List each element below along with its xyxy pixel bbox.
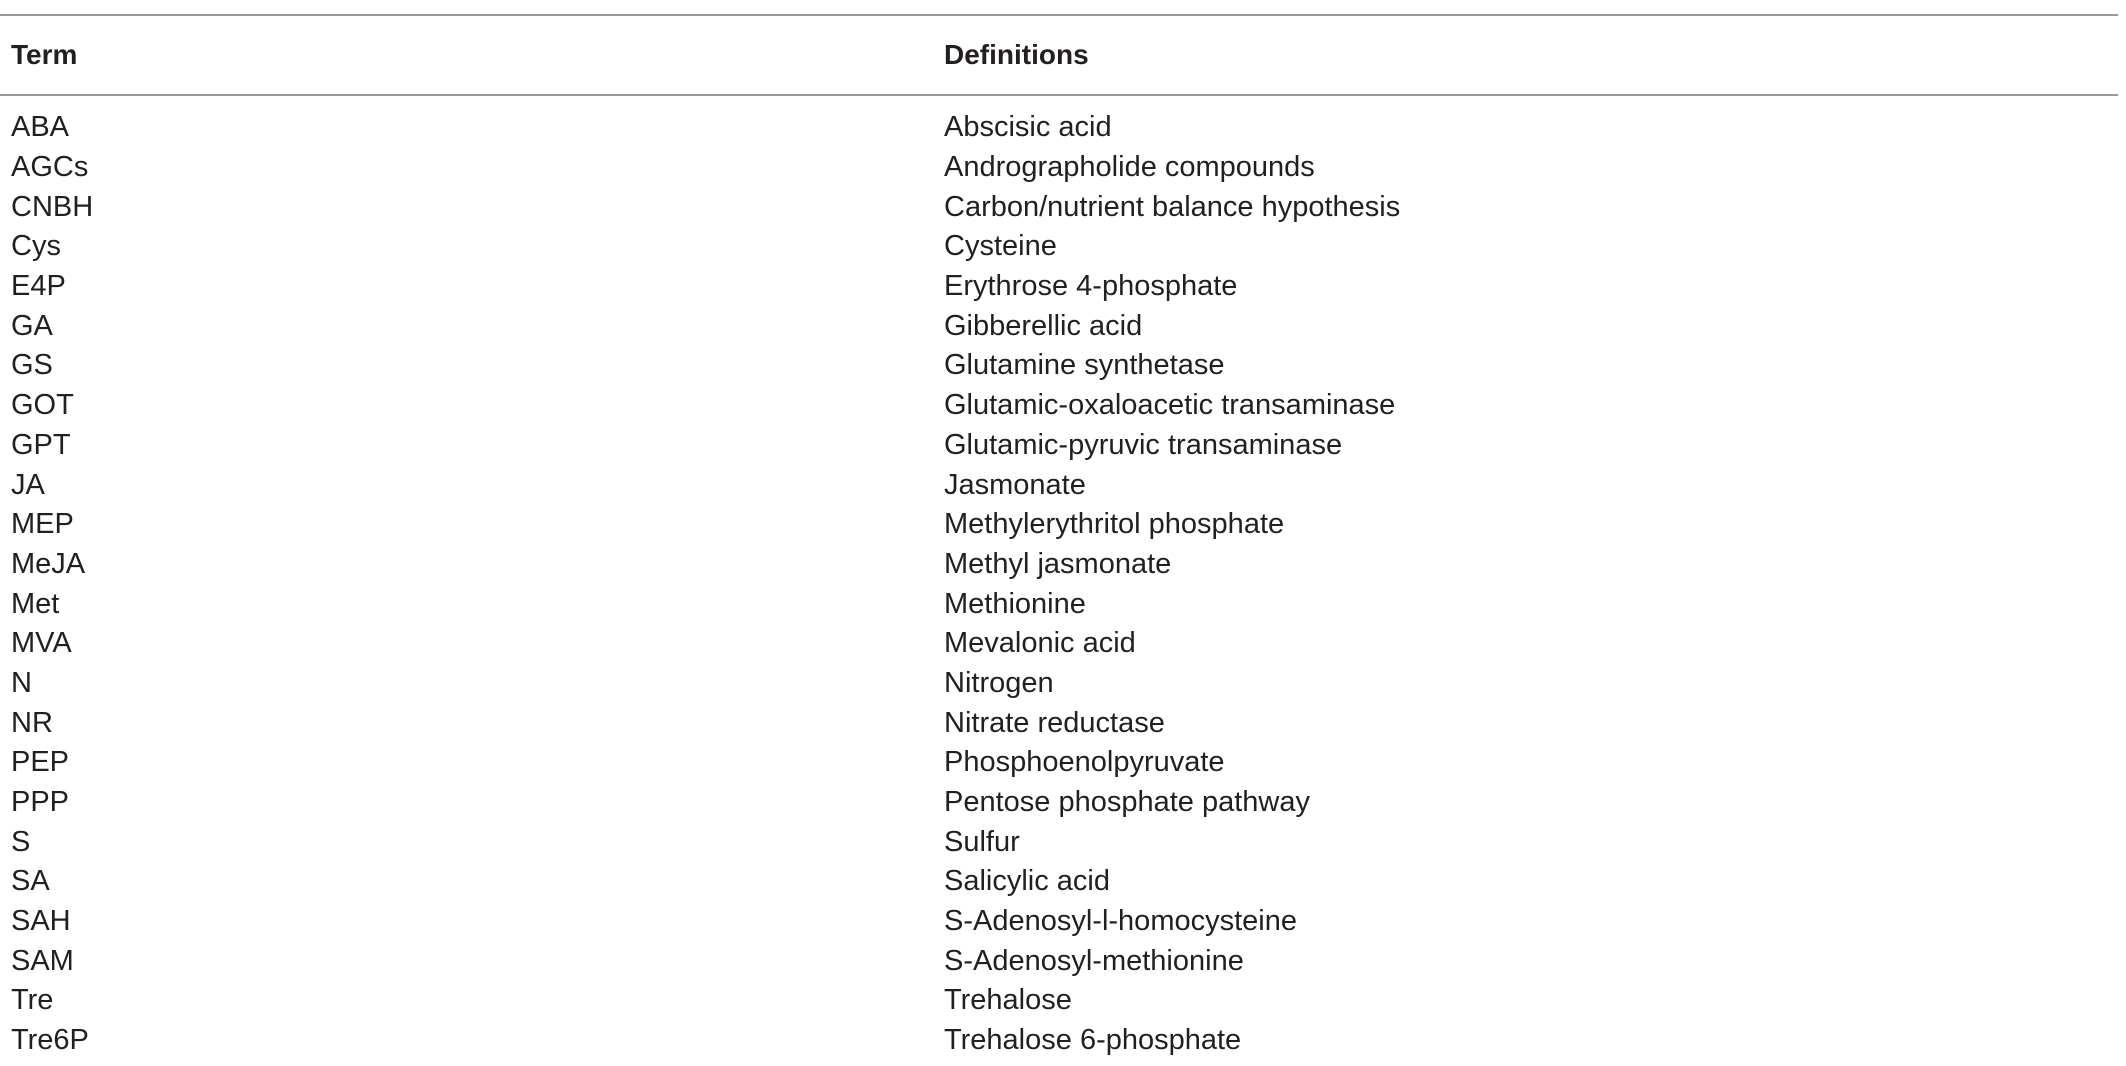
table-row xyxy=(0,743,2118,783)
term-cell: GA xyxy=(11,309,53,342)
table-row xyxy=(0,703,2118,743)
definition-cell: Methionine xyxy=(944,587,1086,620)
term-cell: CNBH xyxy=(11,190,94,223)
table-row xyxy=(0,505,2118,545)
term-cell: MeJA xyxy=(11,547,86,580)
definition-cell: Glutamic-pyruvic transaminase xyxy=(944,428,1343,461)
table-row xyxy=(0,941,2118,981)
definition-cell: Phosphoenolpyruvate xyxy=(944,746,1225,779)
table-body xyxy=(0,96,2118,1061)
definition-cell: Jasmonate xyxy=(944,468,1086,501)
definition-cell: Methyl jasmonate xyxy=(944,547,1172,580)
term-cell: N xyxy=(11,666,32,699)
term-cell: GOT xyxy=(11,389,74,422)
definition-cell: Glutamic-oxaloacetic transaminase xyxy=(944,389,1396,422)
definition-cell: Methylerythritol phosphate xyxy=(944,508,1285,541)
term-cell: SAH xyxy=(11,905,71,938)
header-term: Term xyxy=(11,39,78,70)
table-row xyxy=(0,783,2118,823)
table-row xyxy=(0,862,2118,902)
definition-cell: Glutamine synthetase xyxy=(944,349,1225,382)
definition-cell: Trehalose 6-phosphate xyxy=(944,1024,1242,1057)
definition-cell: Andrographolide compounds xyxy=(944,151,1315,184)
table-row xyxy=(0,267,2118,307)
table-row xyxy=(0,465,2118,505)
term-cell: MEP xyxy=(11,508,74,541)
table-row xyxy=(0,426,2118,466)
term-cell: PEP xyxy=(11,746,70,779)
table-row xyxy=(0,981,2118,1021)
definition-cell: Abscisic acid xyxy=(944,111,1112,144)
table-row xyxy=(0,227,2118,267)
term-cell: MVA xyxy=(11,627,72,660)
definition-cell: Gibberellic acid xyxy=(944,309,1143,342)
definition-cell: Nitrogen xyxy=(944,666,1054,699)
table-row xyxy=(0,306,2118,346)
definition-cell: Cysteine xyxy=(944,230,1057,263)
term-cell: JA xyxy=(11,468,45,501)
table-row xyxy=(0,584,2118,624)
term-cell: SA xyxy=(11,865,50,898)
table-row xyxy=(0,545,2118,585)
term-cell: NR xyxy=(11,706,53,739)
table-row xyxy=(0,108,2118,148)
definition-cell: Trehalose xyxy=(944,984,1072,1017)
table-header xyxy=(0,16,2118,94)
table-row xyxy=(0,822,2118,862)
definition-cell: Erythrose 4-phosphate xyxy=(944,270,1238,303)
table-row xyxy=(0,624,2118,664)
definition-cell: Carbon/nutrient balance hypothesis xyxy=(944,190,1401,223)
term-cell: Cys xyxy=(11,230,61,263)
definition-cell: Nitrate reductase xyxy=(944,706,1165,739)
term-cell: Tre6P xyxy=(11,1024,89,1057)
definition-cell: Pentose phosphate pathway xyxy=(944,786,1310,819)
table-row xyxy=(0,187,2118,227)
term-cell: SAM xyxy=(11,944,74,977)
definition-cell: S-Adenosyl-methionine xyxy=(944,944,1244,977)
definition-cell: Salicylic acid xyxy=(944,865,1110,898)
term-cell: GPT xyxy=(11,428,71,461)
table-row xyxy=(0,386,2118,426)
definition-cell: Sulfur xyxy=(944,825,1020,858)
term-cell: Tre xyxy=(11,984,54,1017)
definition-cell: S-Adenosyl-l-homocysteine xyxy=(944,905,1297,938)
definition-cell: Mevalonic acid xyxy=(944,627,1136,660)
table-row xyxy=(0,664,2118,704)
term-cell: S xyxy=(11,825,31,858)
table-row xyxy=(0,148,2118,188)
term-cell: PPP xyxy=(11,786,70,819)
term-cell: ABA xyxy=(11,111,70,144)
table-row xyxy=(0,902,2118,942)
term-cell: AGCs xyxy=(11,151,89,184)
abbreviations-table xyxy=(0,14,2118,1061)
term-cell: Met xyxy=(11,587,60,620)
term-cell: GS xyxy=(11,349,53,382)
term-cell: E4P xyxy=(11,270,66,303)
table-row xyxy=(0,346,2118,386)
header-definitions: Definitions xyxy=(944,39,1089,70)
table-row xyxy=(0,1021,2118,1061)
